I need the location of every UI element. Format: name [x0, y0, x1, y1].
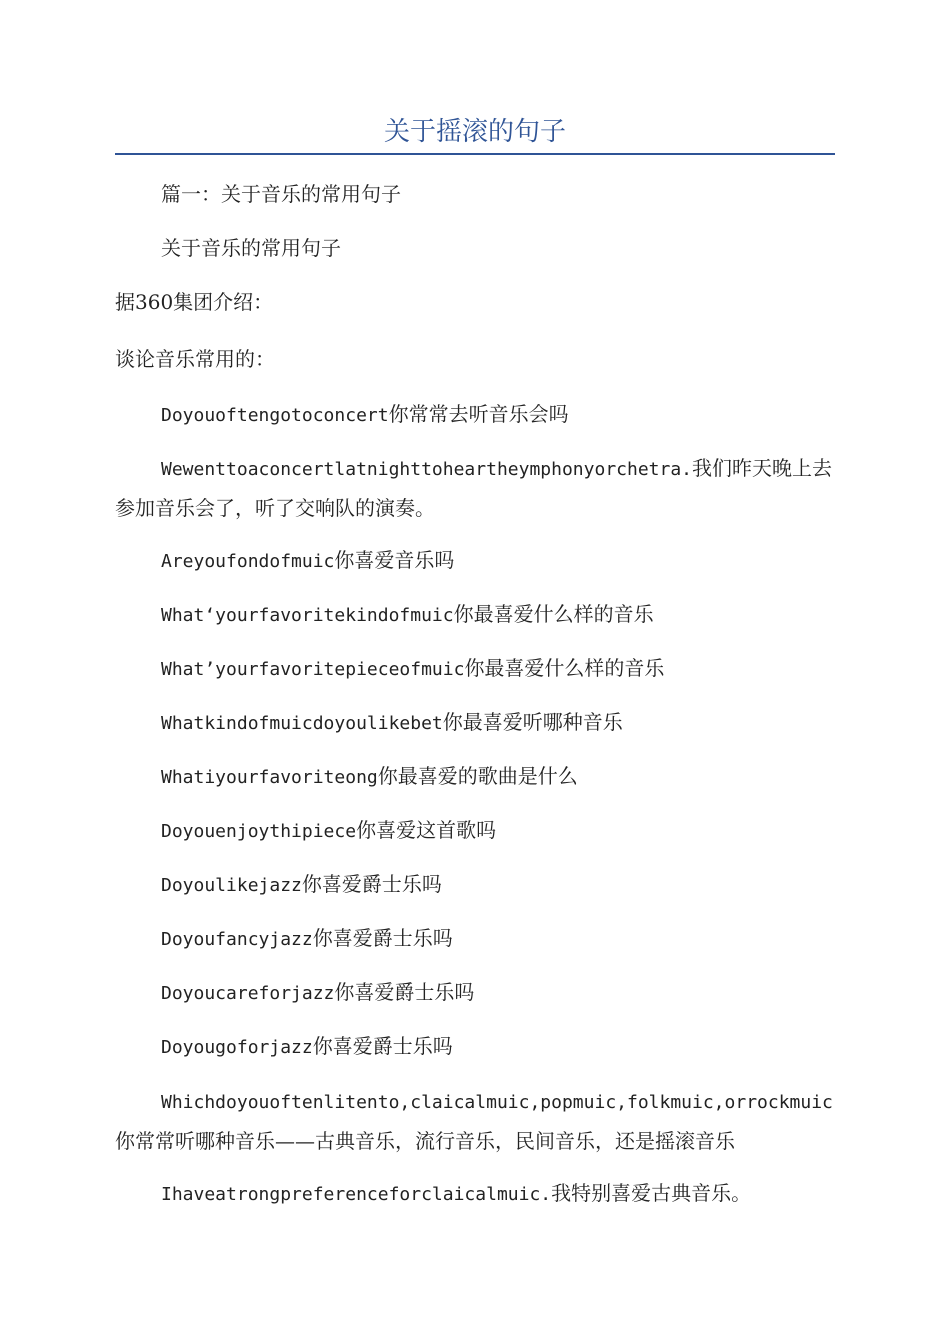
sentence-zh: 你喜爱音乐吗 [334, 548, 455, 572]
sentence-zh: 你最喜爱听哪种音乐 [442, 710, 623, 734]
sentence-en: What’yourfavoritepieceofmuic [161, 659, 465, 680]
sentence-pair [115, 1082, 835, 1160]
sentence-zh: 你常常听哪种音乐——古典音乐，流行音乐，民间音乐，还是摇滚音乐 [115, 1129, 735, 1153]
sentence-en: Doyouenjoythipiece [161, 821, 357, 842]
sentence-zh: 你喜爱这首歌吗 [356, 818, 497, 842]
sentence-zh: 我们昨天晚上去参加音乐会了，听了交响队的演奏。 [115, 456, 833, 520]
sentence-zh: 你喜爱爵士乐吗 [312, 926, 453, 950]
sentence-zh: 你最喜爱的歌曲是什么 [377, 764, 578, 788]
sentence-en: What‘yourfavoritekindofmuic [161, 605, 454, 626]
title-underline [115, 153, 835, 155]
sentence-en: Whatkindofmuicdoyoulikebet [161, 713, 443, 734]
sentence-en: Doyouoftengotoconcert [161, 405, 389, 426]
sentence-en: Doyoucareforjazz [161, 983, 335, 1004]
paragraph-zh: 篇一：关于音乐的常用句子 [161, 182, 401, 206]
sentence-en: Whichdoyouoftenlitento,claicalmuic,popmuic,folkmuic,orrockmuic [161, 1092, 833, 1113]
sentence-zh: 我特别喜爱古典音乐。 [551, 1181, 752, 1205]
sentence-en: Doyoulikejazz [161, 875, 302, 896]
sentence-en: Wewenttoaconcertlatnighttoheartheymphonyorchetra. [161, 459, 693, 480]
sentence-pair [115, 449, 835, 527]
document-title: 关于摇滚的句子 [383, 117, 566, 147]
sentence-pair [115, 757, 835, 797]
sentence-zh: 你喜爱爵士乐吗 [334, 980, 475, 1004]
sentence-en: Ihaveatrongpreferenceforclaicalmuic. [161, 1184, 552, 1205]
paragraph-topic [115, 340, 835, 378]
sentence-pair [115, 811, 835, 851]
paragraph-intro [115, 283, 835, 321]
sentence-en: Whatiyourfavoriteong [161, 767, 378, 788]
sentence-pair [115, 973, 835, 1013]
paragraph-zh: 关于音乐的常用句子 [161, 236, 341, 260]
sentence-pair [115, 1027, 835, 1067]
paragraph-zh: 据360集团介绍： [115, 290, 274, 314]
sentence-en: Doyougoforjazz [161, 1037, 313, 1058]
sentence-pair [115, 649, 835, 689]
sentence-pair [115, 1174, 835, 1214]
sentence-en: Areyoufondofmuic [161, 551, 335, 572]
sentence-pair [115, 865, 835, 905]
sentence-pair [115, 703, 835, 743]
paragraph-section-heading [115, 175, 835, 213]
sentence-zh: 你最喜爱什么样的音乐 [464, 656, 665, 680]
sentence-pair [115, 541, 835, 581]
sentence-zh: 你常常去听音乐会吗 [388, 402, 569, 426]
sentence-zh: 你喜爱爵士乐吗 [301, 872, 442, 896]
sentence-pair [115, 919, 835, 959]
sentence-pair [115, 395, 835, 435]
sentence-zh: 你喜爱爵士乐吗 [312, 1034, 453, 1058]
paragraph-zh: 谈论音乐常用的： [115, 347, 275, 371]
sentence-en: Doyoufancyjazz [161, 929, 313, 950]
sentence-zh: 你最喜爱什么样的音乐 [453, 602, 654, 626]
paragraph-subheading [115, 229, 835, 267]
sentence-pair [115, 595, 835, 635]
